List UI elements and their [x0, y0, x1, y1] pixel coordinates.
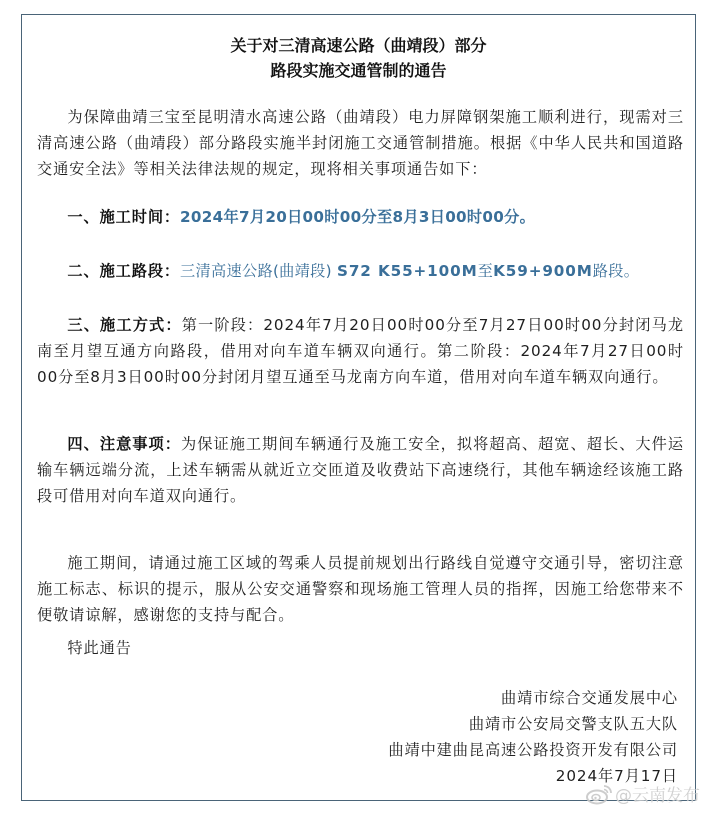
signatory-2: 曲靖市公安局交警支队五大队: [468, 715, 678, 733]
notice-date: 2024年7月17日: [555, 767, 678, 785]
route-start-code: S72 K55+100M: [336, 262, 478, 280]
construction-time-value: 2024年7月20日00时00分至8月3日00时00分。: [180, 208, 536, 226]
precautions-value: 为保证施工期间车辆通行及施工安全，拟将超高、超宽、超长、大件运输车辆远端分流，上述车辆需从就近立交匝道及收费站下高速绕行，其他车辆途经该施工路段可借用对向车道双向通行。: [37, 435, 684, 505]
section-label: 二、施工路段：: [67, 262, 181, 280]
notice-title-line2: 路段实施交通管制的通告: [270, 61, 447, 80]
weibo-watermark: [585, 781, 700, 806]
route-prefix: 三清高速公路(曲靖段): [180, 262, 337, 280]
signatory-3: 曲靖中建曲昆高速公路投资开发有限公司: [388, 741, 678, 759]
route-end-code: K59+900M: [493, 262, 593, 280]
section-label: 一、施工时间：: [67, 208, 181, 226]
notice-title-line1: 关于对三清高速公路（曲靖段）部分: [230, 36, 487, 55]
section-precautions: [37, 431, 684, 509]
signatory-1: 曲靖市综合交通发展中心: [501, 689, 678, 707]
period-note-paragraph: 施工期间，请通过施工区域的驾乘人员提前规划出行路线自觉遵守交通引导，密切注意施工标志、标识的提示，服从公安交通警察和现场施工管理人员的指挥，因施工给您带来不便敬请谅解，感谢您的支持与配合。: [37, 554, 684, 624]
section-label: 三、施工方式：: [67, 316, 182, 334]
section-construction-method: [37, 312, 684, 390]
route-suffix: 路段。: [592, 262, 640, 280]
section-construction-time: [37, 204, 684, 230]
watermark-text: @云南发布: [615, 786, 700, 806]
notice-frame: [21, 14, 696, 801]
route-mid: 至: [477, 262, 494, 280]
weibo-icon: [585, 783, 613, 805]
closing-text: 特此通告: [67, 639, 132, 657]
section-label: 四、注意事项：: [67, 435, 181, 453]
section-construction-route: [37, 258, 684, 284]
construction-method-value: 第一阶段：2024年7月20日00时00分至7月27日00时00分封闭马龙南至月望互通方向路段，借用对向车道车辆双向通行。第二阶段：2024年7月27日00时00分至8月3日00时00分封闭月望互通至马龙南方向车道，借用对向车道车辆双向通行。: [37, 316, 684, 386]
intro-paragraph: 为保障曲靖三宝至昆明清水高速公路（曲靖段）电力屏障钢架施工顺利进行，现需对三清高速公路（曲靖段）部分路段实施半封闭施工交通管制措施。根据《中华人民共和国道路交通安全法》等相关法律法规的规定，现将相关事项通告如下：: [37, 108, 684, 178]
